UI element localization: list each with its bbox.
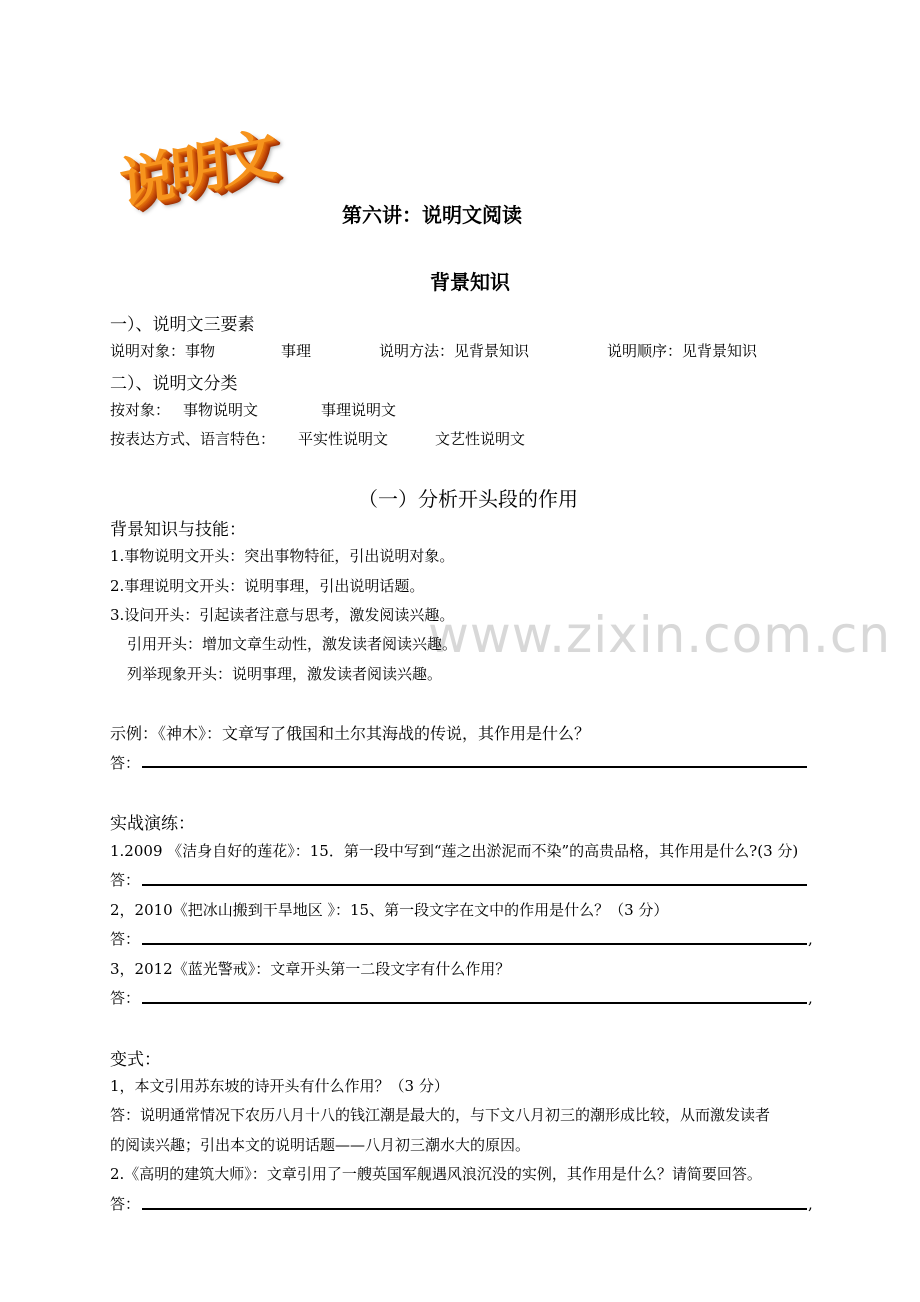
answer-label: 答：	[110, 930, 141, 948]
sec1-item-object: 说明对象：事物	[110, 342, 216, 360]
page-title: 第六讲：说明文阅读	[342, 203, 522, 227]
answer-label: 答：	[110, 1195, 141, 1213]
skill-item: 1.事物说明文开头：突出事物特征，引出说明对象。	[110, 547, 455, 565]
watermark: www.zixin.com.cn	[428, 606, 892, 664]
variant-question-2: 2.《高明的建筑大师》：文章引用了一艘英国军舰遇风浪沉没的实例，其作用是什么？请简要回答。	[110, 1165, 762, 1183]
practice-question-3: 3，2012《蓝光警戒》：文章开头第一二段文字有什么作用？	[110, 960, 511, 978]
skill-item: 2.事理说明文开头：说明事理，引出说明话题。	[110, 577, 425, 595]
sec2-row2-literary: 文艺性说明文	[435, 430, 526, 448]
sec1-item-order: 说明顺序：见背景知识	[607, 342, 758, 360]
answer-label: 答：	[110, 989, 141, 1007]
answer-label: 答：	[110, 871, 141, 889]
answer-label: 答：	[110, 754, 141, 772]
trailing-comma: ,	[808, 930, 813, 948]
skill-item: 列举现象开头：说明事理，激发读者阅读兴趣。	[127, 665, 443, 683]
skills-heading: 背景知识与技能：	[110, 520, 246, 540]
answer-line[interactable]	[142, 1208, 807, 1210]
skill-item: 3.设问开头：引起读者注意与思考，激发阅读兴趣。	[110, 606, 455, 624]
trailing-comma: ,	[808, 1195, 813, 1213]
skill-item: 引用开头：增加文章生动性，激发读者阅读兴趣。	[127, 635, 458, 653]
practice-question-2: 2，2010《把冰山搬到干旱地区 》：15、第一段文字在文中的作用是什么？（3 分）	[110, 901, 669, 919]
variant-question-1: 1，本文引用苏东坡的诗开头有什么作用？（3 分）	[110, 1077, 449, 1095]
answer-line[interactable]	[142, 1002, 807, 1004]
example-question: 示例：《神木》：文章写了俄国和土尔其海战的传说，其作用是什么？	[110, 724, 591, 743]
sec1-item-method: 说明方法：见背景知识	[379, 342, 530, 360]
sec2-row1-thing: 事物说明文	[183, 401, 259, 419]
trailing-comma: ,	[808, 989, 813, 1007]
answer-line[interactable]	[142, 943, 807, 945]
sec2-row2-label: 按表达方式、语言特色：	[110, 430, 276, 448]
variant-heading: 变式：	[110, 1050, 161, 1070]
sec1-heading: 一）、说明文三要素	[110, 315, 255, 335]
variant-answer-1-line1: 答：说明通常情况下农历八月十八的钱江潮是最大的，与下文八月初三的潮形成比较，从而激发读者	[110, 1106, 771, 1124]
part1-heading: （一）分析开头段的作用	[358, 487, 578, 511]
sec2-row2-plain: 平实性说明文	[298, 430, 389, 448]
logo-text: 说明文	[117, 121, 275, 220]
sec1-item-reason: 事理	[281, 342, 312, 360]
wordart-logo	[112, 108, 352, 228]
background-heading: 背景知识	[430, 270, 510, 294]
answer-line[interactable]	[142, 766, 807, 768]
answer-line[interactable]	[142, 884, 807, 886]
sec2-row1-reason: 事理说明文	[321, 401, 397, 419]
practice-question-1: 1.2009 《洁身自好的莲花》：15．第一段中写到“莲之出淤泥而不染”的高贵品格，其作用是什么?(3 分)	[110, 842, 799, 860]
practice-heading: 实战演练：	[110, 814, 195, 834]
variant-answer-1-line2: 的阅读兴趣；引出本文的说明话题——八月初三潮水大的原因。	[110, 1136, 531, 1154]
sec2-row1-label: 按对象：	[110, 401, 171, 419]
sec2-heading: 二）、说明文分类	[110, 374, 238, 394]
